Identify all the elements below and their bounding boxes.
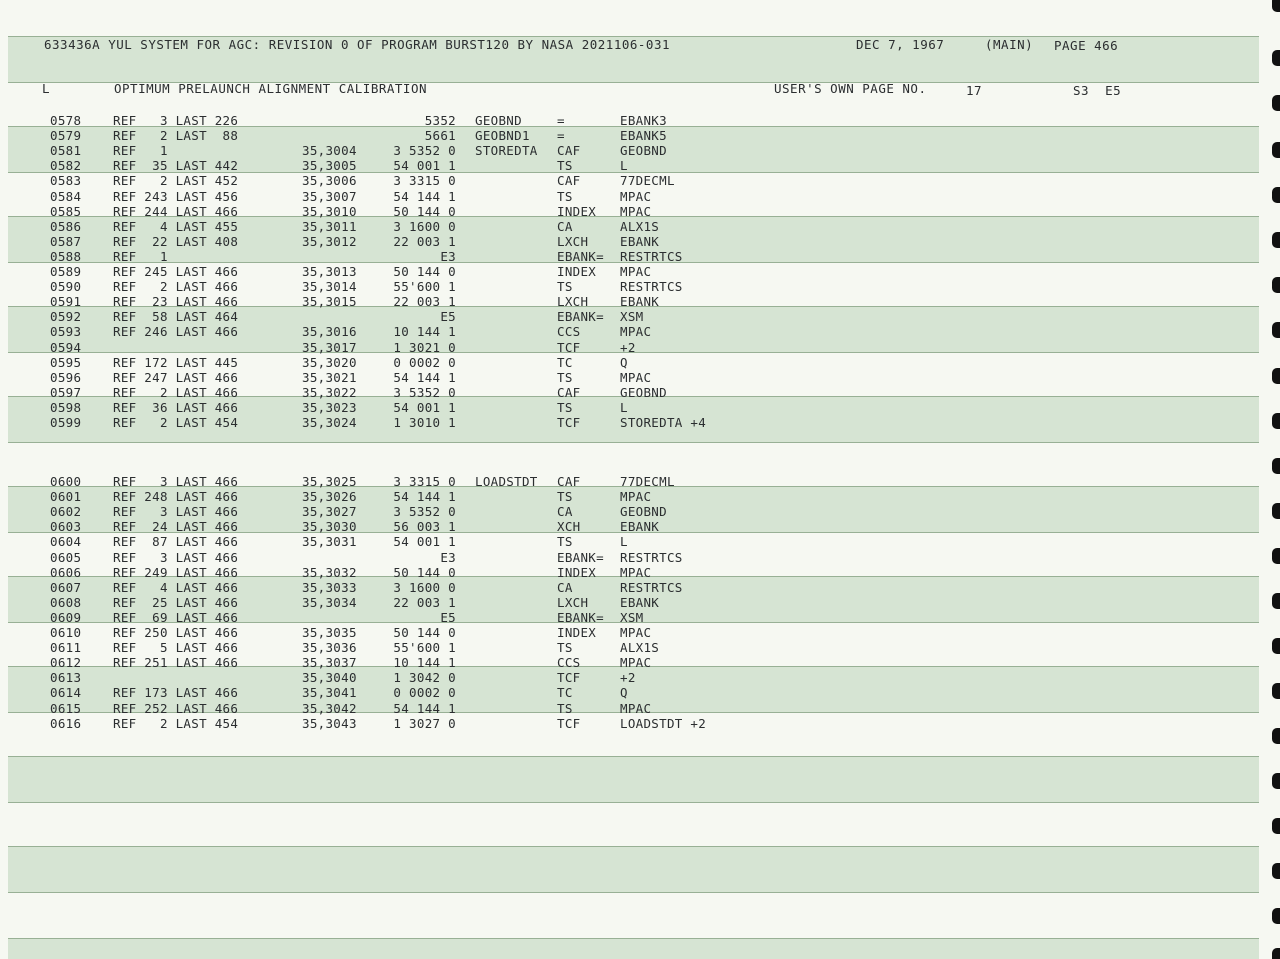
feed-hole-icon <box>1272 187 1280 203</box>
line-number: 0587 <box>50 233 82 249</box>
ref-info: REF 87 LAST 466 <box>113 534 239 550</box>
operand: MPAC <box>620 369 652 385</box>
feed-hole-icon <box>1272 232 1280 248</box>
address: 35,3004 <box>302 143 357 159</box>
ref-info: REF 251 LAST 466 <box>113 655 239 671</box>
label: GEOBND <box>475 113 522 128</box>
opcode: TCF <box>557 670 581 686</box>
octal-value: 10 144 1 <box>393 324 456 340</box>
octal-value: E3 <box>440 248 456 264</box>
ref-info: REF 25 LAST 466 <box>113 594 239 610</box>
address: 35,3034 <box>302 594 357 610</box>
listing-row <box>0 143 1250 158</box>
label: LOADSTDT <box>475 474 538 489</box>
opcode: TS <box>557 534 573 550</box>
listing-row <box>0 370 1250 385</box>
feed-hole-icon <box>1272 368 1280 384</box>
address: 35,3006 <box>302 173 357 189</box>
opcode: TS <box>557 489 573 505</box>
feed-hole-icon <box>1272 277 1280 293</box>
operand: MPAC <box>620 264 652 279</box>
opcode: TS <box>557 700 573 716</box>
address: 35,3022 <box>302 384 357 400</box>
line-number: 0588 <box>50 248 82 264</box>
ref-info: REF 252 LAST 466 <box>113 700 239 716</box>
octal-value: 22 003 1 <box>393 294 456 310</box>
octal-value: 50 144 0 <box>393 264 456 279</box>
address: 35,3017 <box>302 339 357 355</box>
listing-row <box>0 219 1250 234</box>
operand: EBANK3 <box>620 113 667 128</box>
ref-info: REF 22 LAST 408 <box>113 233 239 249</box>
operand: +2 <box>620 339 636 355</box>
listing-row <box>0 264 1250 279</box>
listing-row <box>0 685 1250 700</box>
line-number: 0589 <box>50 264 82 279</box>
address: 35,3037 <box>302 655 357 671</box>
listing-row <box>0 580 1250 595</box>
ref-info: REF 3 LAST 466 <box>113 474 239 489</box>
listing-row <box>0 550 1250 565</box>
octal-value: E5 <box>440 609 456 625</box>
octal-value: E3 <box>440 549 456 565</box>
operand: +2 <box>620 670 636 686</box>
feed-hole-icon <box>1272 95 1280 111</box>
opcode: EBANK= <box>557 309 604 325</box>
log-marker: L <box>42 81 51 96</box>
ref-info: REF 4 LAST 466 <box>113 579 239 595</box>
octal-value: 3 1600 0 <box>393 579 456 595</box>
feed-hole-icon <box>1272 50 1280 66</box>
listing-row <box>0 234 1250 249</box>
feed-hole-icon <box>1272 818 1280 834</box>
address: 35,3040 <box>302 670 357 686</box>
ref-info: REF 250 LAST 466 <box>113 625 239 640</box>
label: GEOBND1 <box>475 128 530 144</box>
operand: MPAC <box>620 655 652 671</box>
address: 35,3023 <box>302 399 357 415</box>
line-number: 0609 <box>50 609 82 625</box>
operand: Q <box>620 354 628 370</box>
ref-info: REF 2 LAST 466 <box>113 279 239 295</box>
opcode: CA <box>557 218 573 234</box>
opcode: EBANK= <box>557 549 604 565</box>
octal-value: 3 5352 0 <box>393 143 456 159</box>
octal-value: 10 144 1 <box>393 655 456 671</box>
opcode: CCS <box>557 324 581 340</box>
ref-info: REF 58 LAST 464 <box>113 309 239 325</box>
address: 35,3035 <box>302 625 357 640</box>
address: 35,3013 <box>302 264 357 279</box>
listing-row <box>0 610 1250 625</box>
listing-row <box>0 716 1250 731</box>
line-number: 0615 <box>50 700 82 716</box>
opcode: = <box>557 128 565 144</box>
operand: MPAC <box>620 203 652 219</box>
ref-info: REF 4 LAST 455 <box>113 218 239 234</box>
address: 35,3021 <box>302 369 357 385</box>
line-number: 0605 <box>50 549 82 565</box>
opcode: CAF <box>557 474 581 489</box>
label: STOREDTA <box>475 143 538 159</box>
listing-row <box>0 474 1250 489</box>
users-page-label: USER'S OWN PAGE NO. <box>774 81 927 96</box>
address: 35,3007 <box>302 188 357 204</box>
address: 35,3032 <box>302 564 357 580</box>
opcode: TS <box>557 279 573 295</box>
ref-info: REF 23 LAST 466 <box>113 294 239 310</box>
ref-info: REF 2 LAST 454 <box>113 415 239 430</box>
line-number: 0616 <box>50 715 82 731</box>
listing-row <box>0 158 1250 173</box>
opcode: INDEX <box>557 203 597 219</box>
line-number: 0612 <box>50 655 82 671</box>
operand: RESTRTCS <box>620 279 683 295</box>
memory-codes: S3 E5 <box>1073 83 1122 98</box>
section-title: OPTIMUM PRELAUNCH ALIGNMENT CALIBRATION <box>114 81 427 96</box>
listing-row <box>0 294 1250 309</box>
line-number: 0591 <box>50 294 82 310</box>
operand: LOADSTDT +2 <box>620 715 707 731</box>
octal-value: 3 3315 0 <box>393 173 456 189</box>
listing-row <box>0 415 1250 430</box>
listing-row <box>0 309 1250 324</box>
operand: RESTRTCS <box>620 579 683 595</box>
operand: EBANK <box>620 519 660 535</box>
line-number: 0590 <box>50 279 82 295</box>
listing-row <box>0 173 1250 188</box>
feed-hole-icon <box>1272 593 1280 609</box>
opcode: CAF <box>557 384 581 400</box>
line-number: 0593 <box>50 324 82 340</box>
line-number: 0595 <box>50 354 82 370</box>
ref-info: REF 2 LAST 88 <box>113 128 239 144</box>
opcode: = <box>557 113 565 128</box>
listing-row <box>0 204 1250 219</box>
operand: STOREDTA +4 <box>620 415 707 430</box>
listing-row <box>0 565 1250 580</box>
ref-info: REF 248 LAST 466 <box>113 489 239 505</box>
listing-row <box>0 701 1250 716</box>
ref-info: REF 1 <box>113 248 168 264</box>
opcode: TC <box>557 354 573 370</box>
line-number: 0583 <box>50 173 82 189</box>
page-number: PAGE 466 <box>1054 38 1119 53</box>
listing-row <box>0 534 1250 549</box>
listing-row <box>0 340 1250 355</box>
listing-row <box>0 400 1250 415</box>
address: 35,3011 <box>302 218 357 234</box>
operand: ALX1S <box>620 218 660 234</box>
line-number: 0579 <box>50 128 82 144</box>
octal-value: 50 144 0 <box>393 203 456 219</box>
feed-hole-icon <box>1272 728 1280 744</box>
listing-row <box>0 279 1250 294</box>
ref-info: REF 246 LAST 466 <box>113 324 239 340</box>
ref-info: REF 69 LAST 466 <box>113 609 239 625</box>
opcode: TC <box>557 685 573 701</box>
octal-value: 22 003 1 <box>393 233 456 249</box>
octal-value: 50 144 0 <box>393 564 456 580</box>
listing-row <box>0 385 1250 400</box>
ref-info: REF 1 <box>113 143 168 159</box>
address: 35,3005 <box>302 158 357 174</box>
line-number: 0597 <box>50 384 82 400</box>
feed-hole-icon <box>1272 503 1280 519</box>
operand: 77DECML <box>620 173 675 189</box>
octal-value: 1 3042 0 <box>393 670 456 686</box>
operand: Q <box>620 685 628 701</box>
line-number: 0603 <box>50 519 82 535</box>
ref-info: REF 36 LAST 466 <box>113 399 239 415</box>
operand: MPAC <box>620 625 652 640</box>
line-number: 0599 <box>50 415 82 430</box>
feed-hole-icon <box>1272 322 1280 338</box>
line-number: 0614 <box>50 685 82 701</box>
feed-hole-icon <box>1272 638 1280 654</box>
line-number: 0600 <box>50 474 82 489</box>
ref-info: REF 2 LAST 454 <box>113 715 239 731</box>
ref-info: REF 3 LAST 466 <box>113 549 239 565</box>
listing-row <box>0 595 1250 610</box>
listing-row <box>0 113 1250 128</box>
listing-row <box>0 189 1250 204</box>
opcode: TS <box>557 640 573 656</box>
green-bar <box>8 846 1259 893</box>
ref-info: REF 3 LAST 466 <box>113 504 239 520</box>
opcode: CCS <box>557 655 581 671</box>
address: 35,3014 <box>302 279 357 295</box>
octal-value: 5352 <box>424 113 456 128</box>
operand: EBANK <box>620 294 660 310</box>
address: 35,3010 <box>302 203 357 219</box>
line-number: 0592 <box>50 309 82 325</box>
users-page-number: 17 <box>966 83 983 98</box>
ref-info: REF 24 LAST 466 <box>113 519 239 535</box>
address: 35,3015 <box>302 294 357 310</box>
line-number: 0602 <box>50 504 82 520</box>
opcode: TCF <box>557 415 581 430</box>
opcode: CAF <box>557 143 581 159</box>
address: 35,3012 <box>302 233 357 249</box>
opcode: LXCH <box>557 233 589 249</box>
address: 35,3031 <box>302 534 357 550</box>
address: 35,3030 <box>302 519 357 535</box>
line-number: 0581 <box>50 143 82 159</box>
address: 35,3033 <box>302 579 357 595</box>
line-number: 0604 <box>50 534 82 550</box>
line-number: 0608 <box>50 594 82 610</box>
opcode: EBANK= <box>557 248 604 264</box>
line-number: 0594 <box>50 339 82 355</box>
octal-value: 54 001 1 <box>393 534 456 550</box>
line-number: 0598 <box>50 399 82 415</box>
address: 35,3020 <box>302 354 357 370</box>
octal-value: 3 1600 0 <box>393 218 456 234</box>
octal-value: 54 144 1 <box>393 188 456 204</box>
line-number: 0582 <box>50 158 82 174</box>
line-number: 0611 <box>50 640 82 656</box>
address: 35,3026 <box>302 489 357 505</box>
ref-info: REF 243 LAST 456 <box>113 188 239 204</box>
operand: EBANK5 <box>620 128 667 144</box>
line-number: 0610 <box>50 625 82 640</box>
line-number: 0601 <box>50 489 82 505</box>
listing-row <box>0 670 1250 685</box>
octal-value: 5661 <box>424 128 456 144</box>
ref-info: REF 173 LAST 466 <box>113 685 239 701</box>
operand: ALX1S <box>620 640 660 656</box>
tractor-feed-strip <box>1270 0 1280 959</box>
opcode: TCF <box>557 339 581 355</box>
line-number: 0586 <box>50 218 82 234</box>
octal-value: 54 001 1 <box>393 158 456 174</box>
opcode: INDEX <box>557 625 597 640</box>
feed-hole-icon <box>1272 948 1280 959</box>
listing-row <box>0 504 1250 519</box>
operand: L <box>620 158 628 174</box>
octal-value: 1 3027 0 <box>393 715 456 731</box>
opcode: LXCH <box>557 294 589 310</box>
ref-info: REF 247 LAST 466 <box>113 369 239 385</box>
opcode: CA <box>557 504 573 520</box>
system-header: 633436A YUL SYSTEM FOR AGC: REVISION 0 OF PROGRAM BURST120 BY NASA 2021106-031 <box>44 37 670 52</box>
opcode: LXCH <box>557 594 589 610</box>
operand: RESTRTCS <box>620 549 683 565</box>
listing-row <box>0 640 1250 655</box>
octal-value: 55'600 1 <box>393 640 456 656</box>
address: 35,3042 <box>302 700 357 716</box>
octal-value: 0 0002 0 <box>393 354 456 370</box>
address: 35,3036 <box>302 640 357 656</box>
line-number: 0607 <box>50 579 82 595</box>
feed-hole-icon <box>1272 548 1280 564</box>
address: 35,3027 <box>302 504 357 520</box>
ref-info: REF 172 LAST 445 <box>113 354 239 370</box>
line-number: 0584 <box>50 188 82 204</box>
opcode: TS <box>557 188 573 204</box>
ref-info: REF 35 LAST 442 <box>113 158 239 174</box>
feed-hole-icon <box>1272 458 1280 474</box>
operand: GEOBND <box>620 384 667 400</box>
ref-info: REF 244 LAST 466 <box>113 203 239 219</box>
octal-value: 22 003 1 <box>393 594 456 610</box>
section-label: (MAIN) <box>985 37 1034 52</box>
feed-hole-icon <box>1272 0 1280 12</box>
operand: GEOBND <box>620 504 667 520</box>
octal-value: 50 144 0 <box>393 625 456 640</box>
operand: L <box>620 399 628 415</box>
ref-info: REF 2 LAST 466 <box>113 384 239 400</box>
octal-value: 56 003 1 <box>393 519 456 535</box>
opcode: TS <box>557 158 573 174</box>
opcode: EBANK= <box>557 609 604 625</box>
operand: MPAC <box>620 324 652 340</box>
opcode: CA <box>557 579 573 595</box>
operand: MPAC <box>620 564 652 580</box>
listing-row <box>0 489 1250 504</box>
line-number: 0606 <box>50 564 82 580</box>
operand: EBANK <box>620 594 660 610</box>
listing-row <box>0 625 1250 640</box>
octal-value: 55'600 1 <box>393 279 456 295</box>
address: 35,3025 <box>302 474 357 489</box>
octal-value: 54 144 1 <box>393 700 456 716</box>
print-date: DEC 7, 1967 <box>856 37 945 52</box>
operand: MPAC <box>620 188 652 204</box>
operand: L <box>620 534 628 550</box>
feed-hole-icon <box>1272 683 1280 699</box>
listing-row <box>0 519 1250 534</box>
ref-info: REF 5 LAST 466 <box>113 640 239 656</box>
feed-hole-icon <box>1272 413 1280 429</box>
octal-value: 3 5352 0 <box>393 504 456 520</box>
address: 35,3016 <box>302 324 357 340</box>
operand: MPAC <box>620 700 652 716</box>
ref-info: REF 245 LAST 466 <box>113 264 239 279</box>
feed-hole-icon <box>1272 142 1280 158</box>
listing-row <box>0 128 1250 143</box>
operand: GEOBND <box>620 143 667 159</box>
opcode: XCH <box>557 519 581 535</box>
octal-value: 0 0002 0 <box>393 685 456 701</box>
feed-hole-icon <box>1272 908 1280 924</box>
listing-row <box>0 355 1250 370</box>
address: 35,3024 <box>302 415 357 430</box>
octal-value: 54 001 1 <box>393 399 456 415</box>
octal-value: 3 3315 0 <box>393 474 456 489</box>
green-bar <box>8 938 1259 959</box>
octal-value: 54 144 1 <box>393 369 456 385</box>
listing-row <box>0 249 1250 264</box>
opcode: TS <box>557 399 573 415</box>
operand: 77DECML <box>620 474 675 489</box>
operand: XSM <box>620 609 644 625</box>
line-number: 0578 <box>50 113 82 128</box>
ref-info: REF 3 LAST 226 <box>113 113 239 128</box>
listing-row <box>0 324 1250 339</box>
listing-row <box>0 655 1250 670</box>
feed-hole-icon <box>1272 863 1280 879</box>
green-bar <box>8 756 1259 803</box>
opcode: TS <box>557 369 573 385</box>
operand: MPAC <box>620 489 652 505</box>
ref-info: REF 2 LAST 452 <box>113 173 239 189</box>
operand: EBANK <box>620 233 660 249</box>
operand: XSM <box>620 309 644 325</box>
octal-value: 3 5352 0 <box>393 384 456 400</box>
opcode: CAF <box>557 173 581 189</box>
ref-info: REF 249 LAST 466 <box>113 564 239 580</box>
opcode: TCF <box>557 715 581 731</box>
octal-value: 54 144 1 <box>393 489 456 505</box>
feed-hole-icon <box>1272 773 1280 789</box>
address: 35,3043 <box>302 715 357 731</box>
line-number: 0613 <box>50 670 82 686</box>
octal-value: 1 3010 1 <box>393 415 456 430</box>
line-number: 0596 <box>50 369 82 385</box>
octal-value: 1 3021 0 <box>393 339 456 355</box>
address: 35,3041 <box>302 685 357 701</box>
opcode: INDEX <box>557 564 597 580</box>
octal-value: E5 <box>440 309 456 325</box>
opcode: INDEX <box>557 264 597 279</box>
operand: RESTRTCS <box>620 248 683 264</box>
line-number: 0585 <box>50 203 82 219</box>
